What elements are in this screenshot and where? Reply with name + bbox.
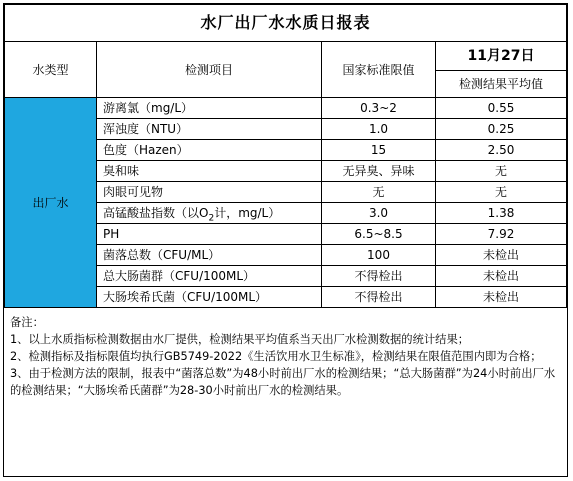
result-cell: 未检出 — [436, 266, 567, 287]
note-line: 2、检测指标及指标限值均执行GB5749-2022《生活饮用水卫生标准》，检测结果在限值范围内即为合格； — [10, 350, 542, 363]
standard-cell: 0.3~2 — [322, 98, 436, 119]
header-standard: 国家标准限值 — [322, 42, 436, 98]
standard-cell: 6.5~8.5 — [322, 224, 436, 245]
item-text-pre: 高锰酸盐指数（以O — [103, 206, 209, 220]
result-cell: 0.25 — [436, 119, 567, 140]
standard-cell: 不得检出 — [322, 287, 436, 308]
item-cell: 菌落总数（CFU/ML） — [97, 245, 322, 266]
result-cell: 未检出 — [436, 245, 567, 266]
item-cell: 色度（Hazen） — [97, 140, 322, 161]
report-title: 水厂出厂水水质日报表 — [5, 5, 567, 42]
standard-cell: 1.0 — [322, 119, 436, 140]
result-cell: 无 — [436, 161, 567, 182]
water-quality-report — [3, 3, 568, 477]
water-type-cell: 出厂水 — [5, 98, 97, 308]
result-cell: 1.38 — [436, 203, 567, 224]
standard-cell: 3.0 — [322, 203, 436, 224]
result-cell: 0.55 — [436, 98, 567, 119]
standard-cell: 无异臭、异味 — [322, 161, 436, 182]
header-date: 11月27日 — [436, 42, 567, 71]
item-cell: 大肠埃希氏菌（CFU/100ML） — [97, 287, 322, 308]
table-row — [5, 98, 567, 119]
notes-heading: 备注： — [10, 316, 44, 329]
result-cell: 7.92 — [436, 224, 567, 245]
item-cell: 臭和味 — [97, 161, 322, 182]
item-cell: 浑浊度（NTU） — [97, 119, 322, 140]
header-item: 检测项目 — [97, 42, 322, 98]
item-subscript: 2 — [208, 213, 215, 224]
note-line: 3、由于检测方法的限制，报表中“菌落总数”为48小时前出厂水的检测结果；“总大肠菌群”为24小时前出厂水的检测结果；“大肠埃希氏菌群”为28-30小时前出厂水的检测结果。 — [10, 367, 556, 397]
header-water-type: 水类型 — [5, 42, 97, 98]
standard-cell: 15 — [322, 140, 436, 161]
standard-cell: 无 — [322, 182, 436, 203]
notes-section — [4, 308, 567, 403]
item-cell: 总大肠菌群（CFU/100ML） — [97, 266, 322, 287]
item-cell: 游离氯（mg/L） — [97, 98, 322, 119]
note-line: 1、以上水质指标检测数据由水厂提供，检测结果平均值系当天出厂水检测数据的统计结果； — [10, 333, 470, 346]
result-cell: 2.50 — [436, 140, 567, 161]
item-cell: 肉眼可见物 — [97, 182, 322, 203]
item-cell — [97, 203, 322, 224]
item-text-post: 计，mg/L） — [214, 206, 281, 220]
report-table — [4, 4, 567, 308]
header-average: 检测结果平均值 — [436, 71, 567, 98]
standard-cell: 不得检出 — [322, 266, 436, 287]
result-cell: 未检出 — [436, 287, 567, 308]
result-cell: 无 — [436, 182, 567, 203]
standard-cell: 100 — [322, 245, 436, 266]
item-cell: PH — [97, 224, 322, 245]
